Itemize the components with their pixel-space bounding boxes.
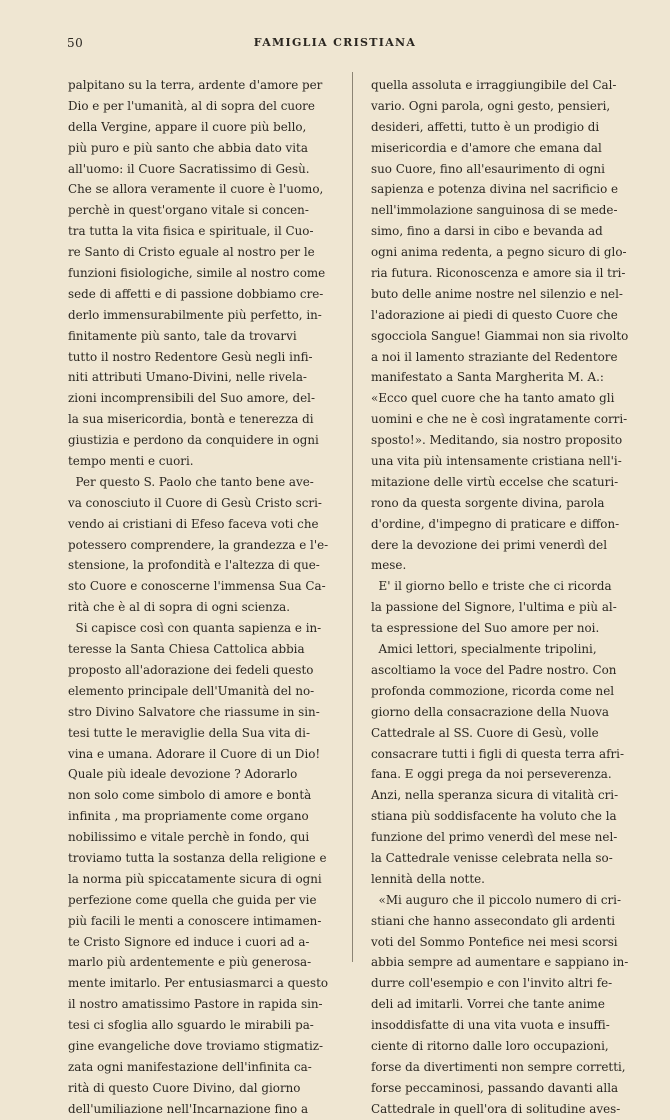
text-line: giustizia e perdono da conquidere in ogni xyxy=(68,433,319,448)
text-line: sposto!». Meditando, sia nostro proposito xyxy=(371,433,623,448)
text-line: consacrare tutti i figli di questa terra afri- xyxy=(371,746,624,761)
text-line: ta espressione del Suo amore per noi. xyxy=(371,621,600,636)
text-line: fana. E oggi prega da noi perseverenza. xyxy=(371,767,612,782)
text-line: Che se allora veramente il cuore è l'uomo, xyxy=(68,182,324,197)
text-line: sgocciola Sangue! Giammai non sia rivolto xyxy=(371,328,629,343)
text-line: all'uomo: il Cuore Sacratissimo di Gesù. xyxy=(68,161,310,176)
text-line: perfezione come quella che guida per vie xyxy=(68,892,317,907)
text-line: tutto il nostro Redentore Gesù negli infi- xyxy=(68,349,313,364)
text-line: vendo ai cristiani di Efeso faceva voti che xyxy=(68,516,319,531)
text-line: rità di questo Cuore Divino, dal giorno xyxy=(68,1080,301,1095)
text-line: forse da divertimenti non sempre corretti, xyxy=(371,1059,626,1074)
text-line: suo Cuore, fino all'esaurimento di ogni xyxy=(371,161,605,176)
text-line: deli ad imitarli. Vorrei che tante anime xyxy=(371,997,605,1012)
text-line: stro Divino Salvatore che riassume in sin- xyxy=(68,704,320,719)
text-line: zioni incomprensibili del Suo amore, del- xyxy=(68,391,315,406)
text-line: stensione, la profondità e l'altezza di que- xyxy=(68,558,320,573)
text-line: elemento principale dell'Umanità del no- xyxy=(68,683,315,698)
right-column xyxy=(371,75,637,1120)
text-line: proposto all'adorazione dei fedeli questo xyxy=(68,662,314,677)
text-line: niti attributi Umano-Divini, nelle rivela- xyxy=(68,370,307,385)
text-line: vina e umana. Adorare il Cuore di un Dio! xyxy=(68,746,321,761)
text-line: Quale più ideale devozione ? Adorarlo xyxy=(68,767,298,782)
text-line: più puro e più santo che abbia dato vita xyxy=(68,140,308,155)
text-line: te Cristo Signore ed induce i cuori ad a- xyxy=(68,934,310,949)
text-line: dell'umiliazione nell'Incarnazione fino a xyxy=(68,1101,309,1116)
text-line: sapienza e potenza divina nel sacrificio e xyxy=(371,182,619,197)
text-line: la norma più spiccatamente sicura di ogni xyxy=(68,871,322,886)
text-line: sede di affetti e di passione dobbiamo cre- xyxy=(68,286,324,301)
text-line: a noi il lamento straziante del Redentore xyxy=(371,349,618,364)
text-line: re Santo di Cristo eguale al nostro per le xyxy=(68,245,315,260)
text-line: voti del Sommo Pontefice nei mesi scorsi xyxy=(371,934,618,949)
text-line: nell'immolazione sanguinosa di se mede- xyxy=(371,203,618,218)
text-line: «Ecco quel cuore che ha tanto amato gli xyxy=(371,391,615,406)
text-line: perchè in quest'organo vitale si concen- xyxy=(68,203,309,218)
text-line: tesi ci sfoglia allo sguardo le mirabili pa- xyxy=(68,1018,314,1033)
text-line: della Vergine, appare il cuore più bello, xyxy=(68,119,307,134)
text-line: Dio e per l'umanità, al di sopra del cuore xyxy=(68,98,315,113)
text-line: misericordia e d'amore che emana dal xyxy=(371,140,602,155)
text-line: ciente di ritorno dalle loro occupazioni, xyxy=(371,1038,609,1053)
text-line: d'ordine, d'impegno di praticare e diffon- xyxy=(371,516,620,531)
text-line: marlo più ardentemente e più generosa- xyxy=(68,955,312,970)
text-line: desideri, affetti, tutto è un prodigio di xyxy=(371,119,600,134)
text-line: Cattedrale al SS. Cuore di Gesù, volle xyxy=(371,725,599,740)
text-line: lennità della notte. xyxy=(371,871,485,886)
text-line: forse peccaminosi, passando davanti alla xyxy=(371,1080,619,1095)
text-line: infinita , ma propriamente come organo xyxy=(68,809,309,824)
left-column xyxy=(68,75,334,1120)
text-line: palpitano su la terra, ardente d'amore per xyxy=(68,78,323,92)
text-line: la sua misericordia, bontà e tenerezza di xyxy=(68,412,314,427)
text-line: rono da questa sorgente divina, parola xyxy=(371,495,605,510)
text-line: va conosciuto il Cuore di Gesù Cristo scri- xyxy=(68,495,322,510)
column-divider xyxy=(352,72,353,962)
text-line: tempo menti e cuori. xyxy=(68,454,194,469)
text-line: «Mi auguro che il piccolo numero di cri- xyxy=(371,892,621,907)
text-line: troviamo tutta la sostanza della religione e xyxy=(68,850,327,865)
text-line: la Cattedrale venisse celebrata nella so- xyxy=(371,850,613,865)
text-line: simo, fino a darsi in cibo e bevanda ad xyxy=(371,224,603,239)
text-line: uomini e che ne è così ingratamente corri- xyxy=(371,412,628,427)
text-line: Amici lettori, specialmente tripolini, xyxy=(371,642,597,657)
text-line: tra tutta la vita fisica e spirituale, il Cuo- xyxy=(68,224,314,239)
text-line: mente imitarlo. Per entusiasmarci a questo xyxy=(68,976,329,991)
text-line: mitazione delle virtù eccelse che scaturi- xyxy=(371,474,619,489)
text-line: l'adorazione ai piedi di questo Cuore che xyxy=(371,307,618,322)
text-line: buto delle anime nostre nel silenzio e nel- xyxy=(371,286,623,301)
text-line: Cattedrale in quell'ora di solitudine aves- xyxy=(371,1101,621,1116)
text-line: tesi tutte le meraviglie della Sua vita di- xyxy=(68,725,310,740)
text-line: quella assoluta e irraggiungibile del Cal- xyxy=(371,78,617,92)
text-line: teresse la Santa Chiesa Cattolica abbia xyxy=(68,642,305,657)
page-number: 50 xyxy=(67,36,84,50)
text-line: funzione del primo venerdì del mese nel- xyxy=(371,830,618,845)
text-line: potessero comprendere, la grandezza e l'e- xyxy=(68,537,329,552)
text-line: sto Cuore e conoscerne l'immensa Sua Ca- xyxy=(68,579,326,594)
text-line: ascoltiamo la voce del Padre nostro. Con xyxy=(371,662,617,677)
text-line: derlo immensurabilmente più perfetto, in- xyxy=(68,307,322,322)
text-line: zata ogni manifestazione dell'infinita ca- xyxy=(68,1059,312,1074)
text-line: nobilissimo e vitale perchè in fondo, qui xyxy=(68,830,310,845)
text-line: rità che è al di sopra di ogni scienza. xyxy=(68,600,290,615)
text-line: mese. xyxy=(371,558,407,573)
text-line: ogni anima redenta, a pegno sicuro di glo- xyxy=(371,245,627,260)
text-line: durre coll'esempio e con l'invito altri fe- xyxy=(371,976,613,991)
running-title: FAMIGLIA CRISTIANA xyxy=(253,36,417,49)
text-line: Per questo S. Paolo che tanto bene ave- xyxy=(68,474,314,489)
text-line: manifestato a Santa Margherita M. A.: xyxy=(371,370,604,385)
text-line: la passione del Signore, l'ultima e più al- xyxy=(371,600,617,615)
text-line: insoddisfatte di una vita vuota e insuffi- xyxy=(371,1018,610,1033)
text-line: stiani che hanno assecondato gli ardenti xyxy=(371,913,616,928)
text-line: ria futura. Riconoscenza e amore sia il tri- xyxy=(371,266,626,281)
text-line: Anzi, nella speranza sicura di vitalità cri- xyxy=(371,788,619,803)
text-line: il nostro amatissimo Pastore in rapida sin- xyxy=(68,997,323,1012)
text-line: funzioni fisiologiche, simile al nostro come xyxy=(68,266,326,281)
text-line: finitamente più santo, tale da trovarvi xyxy=(68,328,297,343)
text-line: gine evangeliche dove troviamo stigmatiz- xyxy=(68,1038,324,1053)
text-line: stiana più soddisfacente ha voluto che la xyxy=(371,809,617,824)
text-line: più facili le menti a conoscere intimamen- xyxy=(68,913,322,928)
text-line: dere la devozione dei primi venerdì del xyxy=(371,537,608,552)
text-line: E' il giorno bello e triste che ci ricorda xyxy=(371,579,612,594)
text-line: abbia sempre ad aumentare e sappiano in- xyxy=(371,955,629,970)
text-line: giorno della consacrazione della Nuova xyxy=(371,704,609,719)
text-line: non solo come simbolo di amore e bontà xyxy=(68,788,312,803)
text-line: Si capisce così con quanta sapienza e in- xyxy=(68,621,322,636)
text-line: una vita più intensamente cristiana nell'i- xyxy=(371,454,622,469)
text-line: profonda commozione, ricorda come nel xyxy=(371,683,615,698)
text-line: vario. Ogni parola, ogni gesto, pensieri, xyxy=(371,98,611,113)
